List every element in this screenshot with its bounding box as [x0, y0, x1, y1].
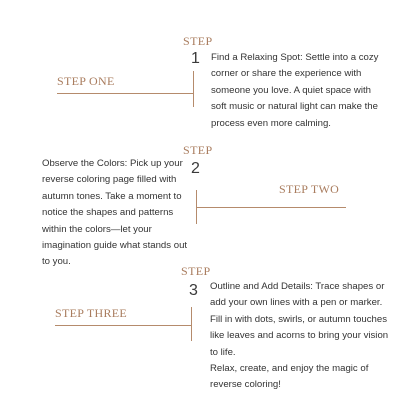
step-description: Observe the Colors: Pick up your reverse coloring page filled with autumn tones. Take a moment to notice the shapes and patterns within the colors—let your imagination guide what stands out to you.	[42, 158, 188, 268]
step-description	[210, 279, 390, 394]
step-heading: STEP	[183, 143, 213, 157]
closing-message: Relax, create, and enjoy the magic of reverse coloring!	[210, 363, 369, 391]
connector-line	[196, 190, 197, 224]
connector-line	[191, 307, 192, 341]
step-label: STEP TWO	[279, 182, 340, 196]
step-description: Find a Relaxing Spot: Settle into a cozy corner or share the experience with someone you love. A quiet space with soft music or natural light can make the process even more calming.	[211, 52, 379, 129]
connector-line	[196, 207, 346, 208]
connector-line	[193, 71, 194, 107]
step-number: 1	[191, 50, 200, 67]
step-label: STEP ONE	[57, 74, 115, 88]
connector-line	[57, 93, 193, 94]
step-heading: STEP	[181, 264, 211, 278]
step-description-body: Outline and Add Details: Trace shapes or add your own lines with a pen or marker. Fill in with dots, swirls, or autumn touches like leaves and acorns to bring your vision to life.	[210, 281, 389, 358]
step-number: 2	[191, 160, 200, 177]
step-number: 3	[189, 282, 198, 299]
connector-line	[55, 325, 191, 326]
step-heading: STEP	[183, 34, 213, 48]
step-label: STEP THREE	[55, 306, 128, 320]
